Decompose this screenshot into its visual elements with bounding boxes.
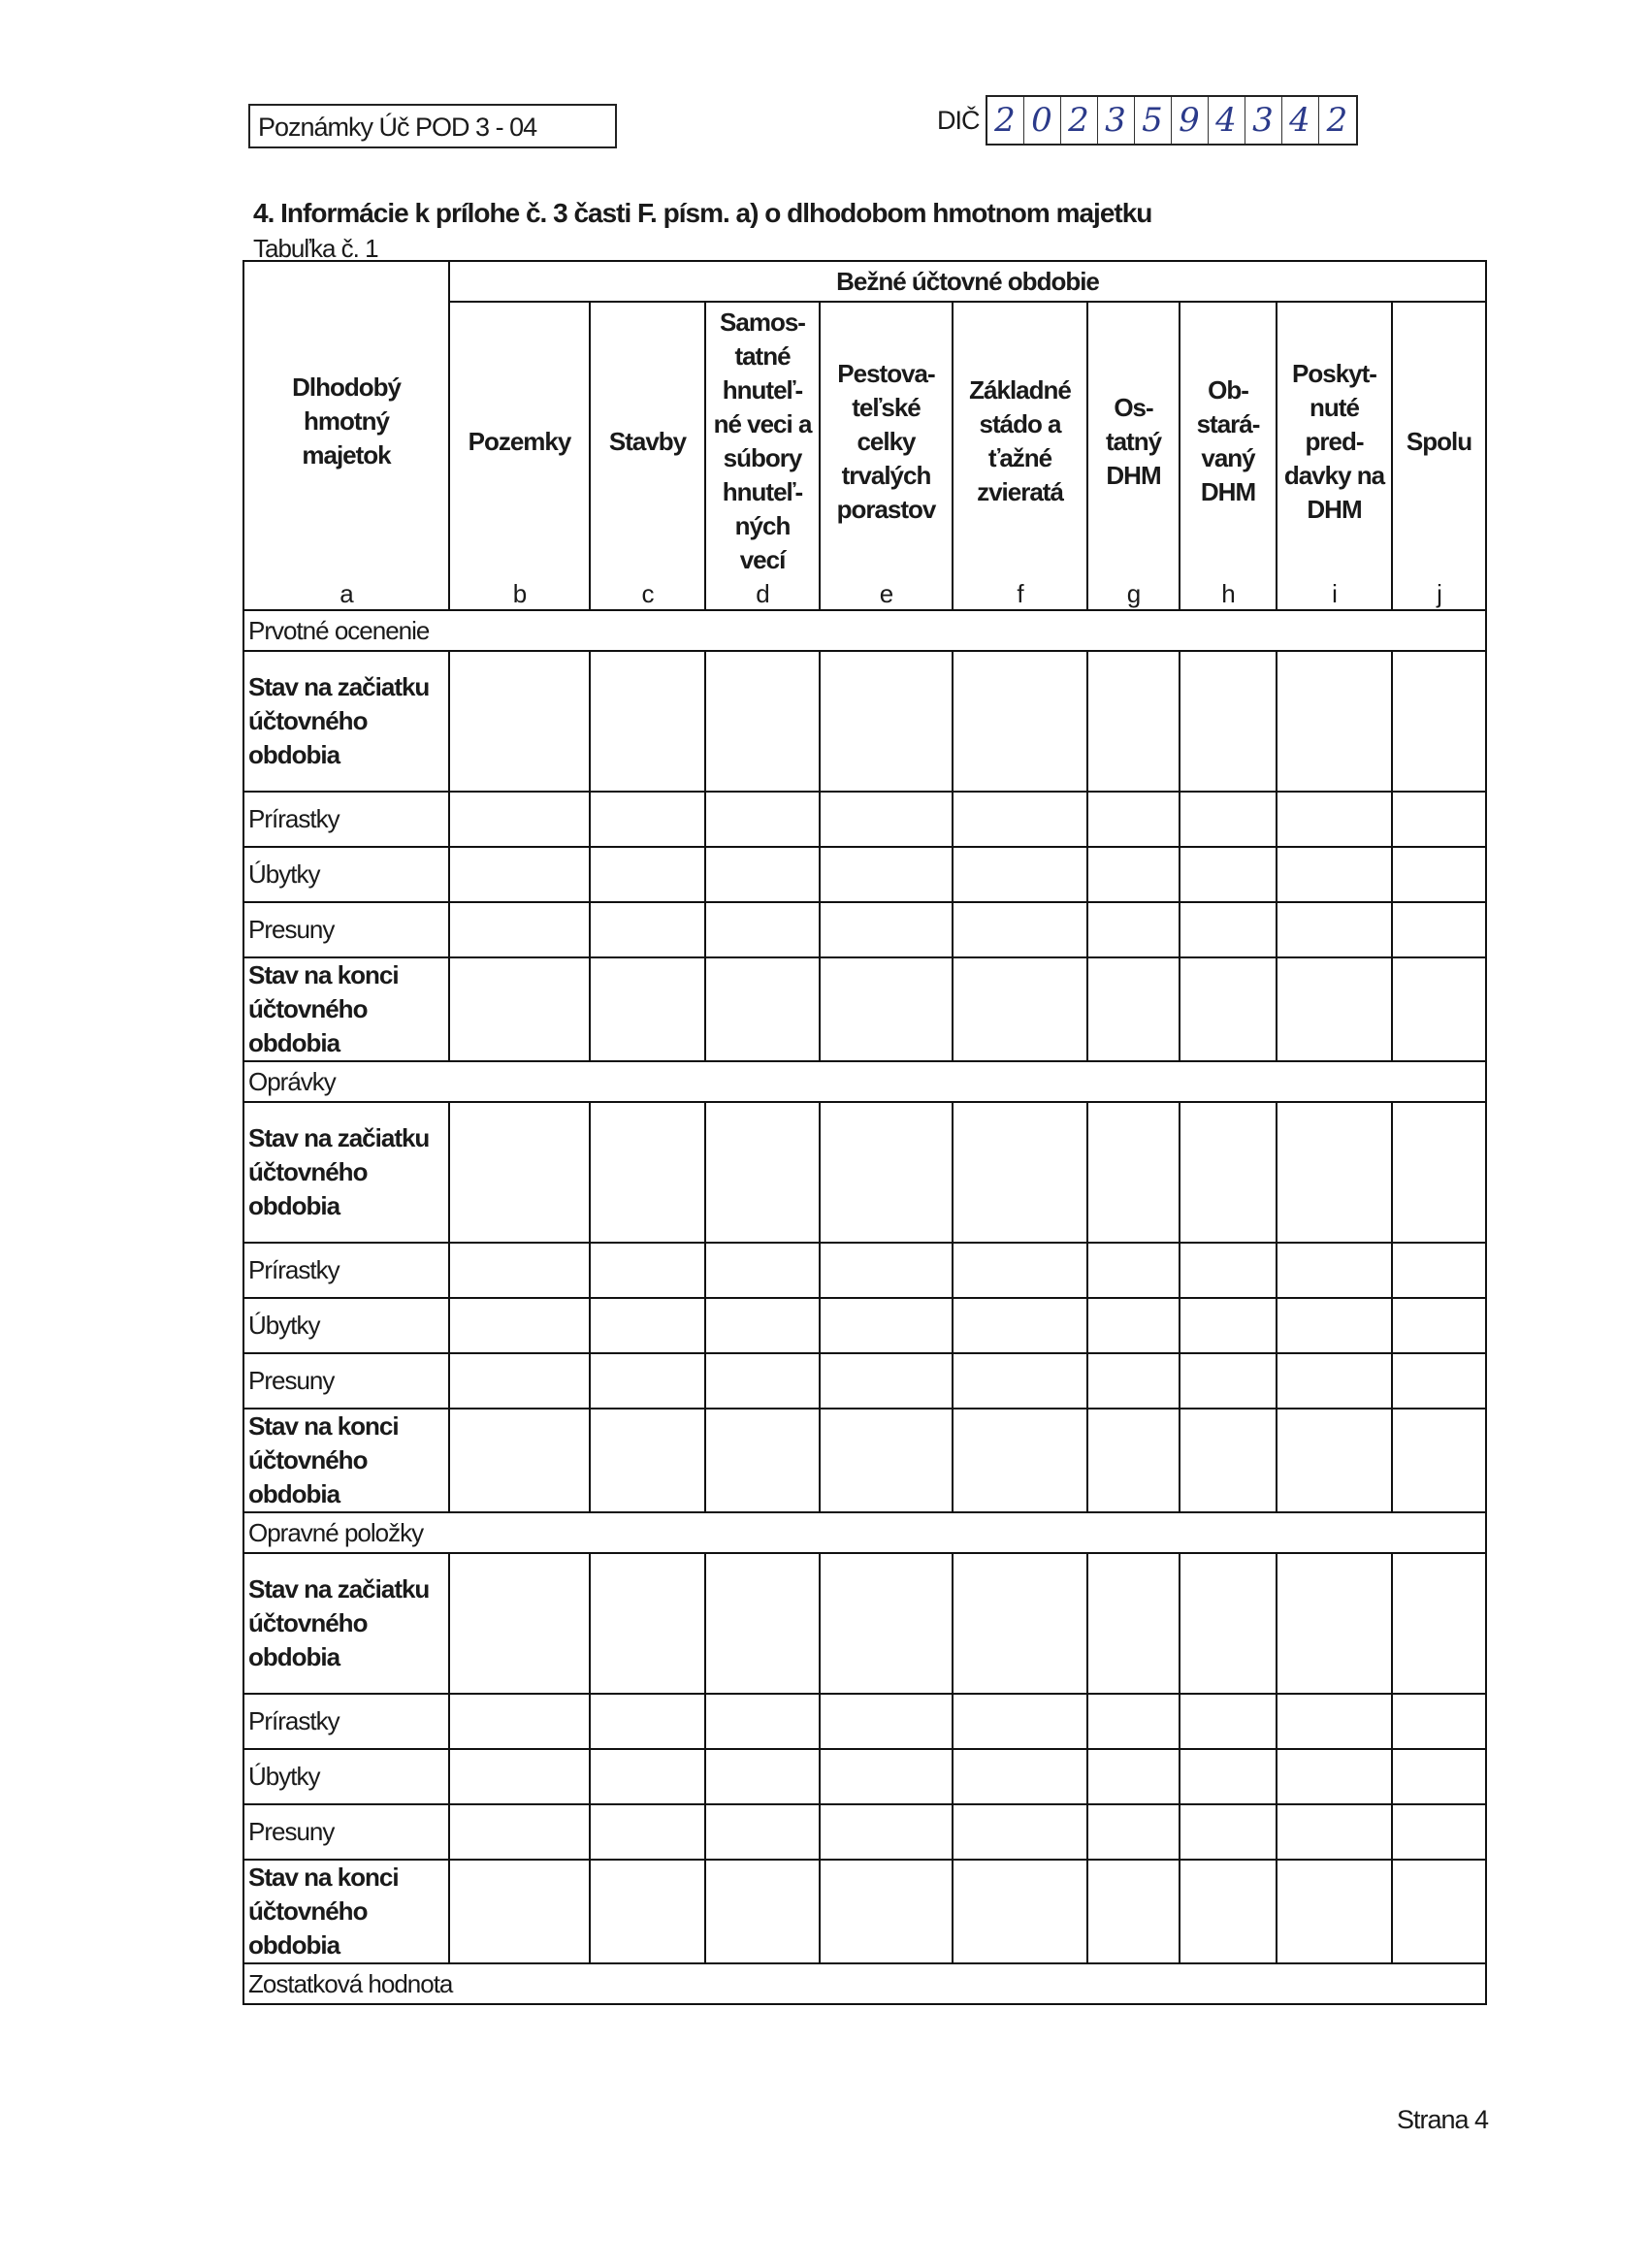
value-cell-f[interactable] — [953, 651, 1087, 792]
value-cell-c[interactable] — [590, 1102, 705, 1243]
table-label: Tabuľka č. 1 — [253, 234, 378, 263]
value-cell-c[interactable] — [590, 1409, 705, 1512]
value-cell-j[interactable] — [1392, 1804, 1486, 1860]
value-cell-b[interactable] — [449, 1860, 590, 1963]
value-cell-c[interactable] — [590, 902, 705, 957]
value-cell-j[interactable] — [1392, 792, 1486, 847]
column-header-d — [705, 302, 820, 610]
value-cell-c[interactable] — [590, 1860, 705, 1963]
document-code-box: Poznámky Úč POD 3 - 04 — [248, 104, 617, 148]
value-cell-e[interactable] — [820, 1243, 953, 1298]
value-cell-f[interactable] — [953, 1553, 1087, 1694]
value-cell-h[interactable] — [1180, 1749, 1277, 1804]
column-label: Dlhodobý hmotný majetok — [292, 372, 401, 470]
column-label: Poskyt-nuté pred-davky na DHM — [1283, 358, 1385, 524]
value-cell-f[interactable] — [953, 1243, 1087, 1298]
value-cell-d[interactable] — [705, 957, 820, 1061]
value-cell-i[interactable] — [1277, 792, 1392, 847]
value-cell-j[interactable] — [1392, 1102, 1486, 1243]
table-row — [243, 902, 1486, 957]
row-label: Stav na začiatku účtovného obdobia — [243, 1102, 449, 1243]
column-label: Samos-tatné hnuteľ-né veci a súbory hnuteľ-ných vecí — [713, 308, 812, 574]
table-row — [243, 1409, 1486, 1512]
value-cell-d[interactable] — [705, 1243, 820, 1298]
value-cell-b[interactable] — [449, 902, 590, 957]
row-label: Prírastky — [243, 792, 449, 847]
column-label: Základné stádo a ťažné zvieratá — [969, 375, 1071, 506]
column-label: Ob-stará-vaný DHM — [1196, 375, 1260, 506]
column-letter: b — [512, 579, 527, 608]
value-cell-d[interactable] — [705, 847, 820, 902]
dic-digit[interactable]: 0 — [1024, 97, 1061, 144]
value-cell-b[interactable] — [449, 1694, 590, 1749]
column-header-a — [243, 261, 449, 610]
value-cell-h[interactable] — [1180, 1298, 1277, 1353]
value-cell-d[interactable] — [705, 1553, 820, 1694]
column-header-b — [449, 302, 590, 610]
value-cell-j[interactable] — [1392, 651, 1486, 792]
column-letter: c — [641, 579, 654, 608]
value-cell-f[interactable] — [953, 1860, 1087, 1963]
dic-digit[interactable]: 5 — [1135, 97, 1172, 144]
dic-digit[interactable]: 2 — [1326, 101, 1348, 140]
value-cell-h[interactable] — [1180, 1804, 1277, 1860]
section-header: Oprávky — [243, 1061, 1486, 1102]
value-cell-c[interactable] — [590, 792, 705, 847]
value-cell-b[interactable] — [449, 1804, 590, 1860]
column-header-e — [820, 302, 953, 610]
dic-digit[interactable]: 9 — [1172, 97, 1209, 144]
value-cell-g[interactable] — [1087, 847, 1180, 902]
value-cell-d[interactable] — [705, 1353, 820, 1409]
column-label: Stavby — [608, 426, 687, 456]
value-cell-g[interactable] — [1087, 1553, 1180, 1694]
value-cell-f[interactable] — [953, 847, 1087, 902]
dic-digit[interactable]: 3 — [1098, 97, 1135, 144]
dic-label: DIČ — [937, 105, 980, 135]
value-cell-j[interactable] — [1392, 1749, 1486, 1804]
value-cell-h[interactable] — [1180, 1102, 1277, 1243]
value-cell-i[interactable] — [1277, 1749, 1392, 1804]
table-row — [243, 1553, 1486, 1694]
dic-digit[interactable]: 2 — [987, 97, 1024, 144]
column-label: Pestova-teľské celky trvalých porastov — [836, 358, 936, 524]
table-row — [243, 1102, 1486, 1243]
value-cell-j[interactable] — [1392, 1298, 1486, 1353]
column-letter: h — [1221, 579, 1235, 608]
dic-digit[interactable]: 2 — [1061, 97, 1098, 144]
column-header-c — [590, 302, 705, 610]
value-cell-b[interactable] — [449, 1353, 590, 1409]
table-row — [243, 792, 1486, 847]
value-cell-j[interactable] — [1392, 847, 1486, 902]
value-cell-g[interactable] — [1087, 1353, 1180, 1409]
value-cell-e[interactable] — [820, 1804, 953, 1860]
value-cell-j[interactable] — [1392, 1694, 1486, 1749]
row-label: Stav na začiatku účtovného obdobia — [243, 651, 449, 792]
value-cell-f[interactable] — [953, 1749, 1087, 1804]
value-cell-h[interactable] — [1180, 792, 1277, 847]
value-cell-g[interactable] — [1087, 1804, 1180, 1860]
page-number: Strana 4 — [1397, 2105, 1489, 2134]
value-cell-f[interactable] — [953, 1298, 1087, 1353]
value-cell-h[interactable] — [1180, 1694, 1277, 1749]
value-cell-b[interactable] — [449, 1409, 590, 1512]
table-row — [243, 957, 1486, 1061]
fixed-assets-table — [242, 260, 1487, 2005]
value-cell-h[interactable] — [1180, 651, 1277, 792]
value-cell-f[interactable] — [953, 1804, 1087, 1860]
value-cell-f[interactable] — [953, 957, 1087, 1061]
value-cell-d[interactable] — [705, 1409, 820, 1512]
value-cell-c[interactable] — [590, 1804, 705, 1860]
row-label: Úbytky — [243, 1749, 449, 1804]
column-letter: i — [1332, 579, 1337, 608]
value-cell-i[interactable] — [1277, 1409, 1392, 1512]
value-cell-d[interactable] — [705, 1694, 820, 1749]
value-cell-b[interactable] — [449, 1243, 590, 1298]
value-cell-g[interactable] — [1087, 1860, 1180, 1963]
value-cell-e[interactable] — [820, 847, 953, 902]
value-cell-d[interactable] — [705, 1749, 820, 1804]
value-cell-j[interactable] — [1392, 1860, 1486, 1963]
group-header: Bežné účtovné obdobie — [449, 261, 1486, 302]
value-cell-i[interactable] — [1277, 902, 1392, 957]
value-cell-i[interactable] — [1277, 1243, 1392, 1298]
value-cell-d[interactable] — [705, 1298, 820, 1353]
value-cell-d[interactable] — [705, 1804, 820, 1860]
value-cell-i[interactable] — [1277, 1860, 1392, 1963]
value-cell-b[interactable] — [449, 1102, 590, 1243]
value-cell-b[interactable] — [449, 1298, 590, 1353]
dic-digit[interactable]: 4 — [1282, 97, 1319, 144]
value-cell-g[interactable] — [1087, 1102, 1180, 1243]
value-cell-i[interactable] — [1277, 957, 1392, 1061]
value-cell-i[interactable] — [1277, 1553, 1392, 1694]
value-cell-c[interactable] — [590, 651, 705, 792]
row-label: Stav na konci účtovného obdobia — [243, 1409, 449, 1512]
row-label: Presuny — [243, 902, 449, 957]
value-cell-h[interactable] — [1180, 902, 1277, 957]
value-cell-j[interactable] — [1392, 1553, 1486, 1694]
section-header: Opravné položky — [243, 1512, 1486, 1553]
value-cell-b[interactable] — [449, 1553, 590, 1694]
value-cell-j[interactable] — [1392, 1243, 1486, 1298]
row-label: Stav na začiatku účtovného obdobia — [243, 1553, 449, 1694]
value-cell-d[interactable] — [705, 792, 820, 847]
value-cell-j[interactable] — [1392, 957, 1486, 1061]
value-cell-g[interactable] — [1087, 1243, 1180, 1298]
value-cell-f[interactable] — [953, 1353, 1087, 1409]
column-label: Os-tatný DHM — [1105, 392, 1162, 490]
column-letter: d — [756, 579, 769, 608]
value-cell-f[interactable] — [953, 1694, 1087, 1749]
column-label: Pozemky — [468, 426, 571, 456]
value-cell-i[interactable] — [1277, 1353, 1392, 1409]
value-cell-e[interactable] — [820, 1298, 953, 1353]
section-header: Zostatková hodnota — [243, 1963, 1486, 2004]
value-cell-i[interactable] — [1277, 1694, 1392, 1749]
value-cell-e[interactable] — [820, 957, 953, 1061]
value-cell-c[interactable] — [590, 1553, 705, 1694]
dic-digit[interactable]: 3 — [1245, 97, 1282, 144]
value-cell-c[interactable] — [590, 957, 705, 1061]
value-cell-d[interactable] — [705, 902, 820, 957]
value-cell-e[interactable] — [820, 1860, 953, 1963]
value-cell-b[interactable] — [449, 651, 590, 792]
dic-digit-boxes — [986, 95, 1358, 146]
column-letter: f — [1017, 579, 1023, 608]
value-cell-c[interactable] — [590, 847, 705, 902]
row-label: Prírastky — [243, 1243, 449, 1298]
row-label: Presuny — [243, 1804, 449, 1860]
value-cell-e[interactable] — [820, 1694, 953, 1749]
column-letter: g — [1126, 579, 1141, 608]
value-cell-g[interactable] — [1087, 902, 1180, 957]
dic-digit[interactable]: 4 — [1209, 97, 1245, 144]
value-cell-b[interactable] — [449, 1749, 590, 1804]
column-header-j — [1392, 302, 1486, 610]
value-cell-g[interactable] — [1087, 651, 1180, 792]
column-header-h — [1180, 302, 1277, 610]
column-header-i — [1277, 302, 1392, 610]
value-cell-i[interactable] — [1277, 1804, 1392, 1860]
value-cell-e[interactable] — [820, 1409, 953, 1512]
table-row — [243, 1298, 1486, 1353]
value-cell-c[interactable] — [590, 1243, 705, 1298]
value-cell-g[interactable] — [1087, 792, 1180, 847]
value-cell-e[interactable] — [820, 1353, 953, 1409]
row-label: Úbytky — [243, 847, 449, 902]
table-row — [243, 1860, 1486, 1963]
column-header-g — [1087, 302, 1180, 610]
value-cell-j[interactable] — [1392, 1409, 1486, 1512]
row-label: Presuny — [243, 1353, 449, 1409]
value-cell-b[interactable] — [449, 957, 590, 1061]
table-row — [243, 1749, 1486, 1804]
value-cell-e[interactable] — [820, 1553, 953, 1694]
value-cell-g[interactable] — [1087, 1694, 1180, 1749]
row-label: Úbytky — [243, 1298, 449, 1353]
table-row — [243, 1243, 1486, 1298]
value-cell-e[interactable] — [820, 1102, 953, 1243]
value-cell-e[interactable] — [820, 902, 953, 957]
value-cell-f[interactable] — [953, 792, 1087, 847]
value-cell-b[interactable] — [449, 847, 590, 902]
table-row — [243, 847, 1486, 902]
value-cell-h[interactable] — [1180, 1409, 1277, 1512]
value-cell-h[interactable] — [1180, 1353, 1277, 1409]
value-cell-h[interactable] — [1180, 847, 1277, 902]
table-row — [243, 1353, 1486, 1409]
value-cell-h[interactable] — [1180, 957, 1277, 1061]
row-label: Stav na konci účtovného obdobia — [243, 1860, 449, 1963]
column-letter: a — [340, 579, 353, 608]
value-cell-g[interactable] — [1087, 1298, 1180, 1353]
value-cell-f[interactable] — [953, 1409, 1087, 1512]
value-cell-g[interactable] — [1087, 1749, 1180, 1804]
value-cell-h[interactable] — [1180, 1243, 1277, 1298]
value-cell-h[interactable] — [1180, 1860, 1277, 1963]
value-cell-d[interactable] — [705, 1102, 820, 1243]
value-cell-h[interactable] — [1180, 1553, 1277, 1694]
row-label: Prírastky — [243, 1694, 449, 1749]
column-letter: e — [879, 579, 893, 608]
column-letter: j — [1437, 579, 1441, 608]
value-cell-d[interactable] — [705, 1860, 820, 1963]
value-cell-e[interactable] — [820, 651, 953, 792]
value-cell-g[interactable] — [1087, 1409, 1180, 1512]
value-cell-c[interactable] — [590, 1353, 705, 1409]
column-label: Spolu — [1406, 426, 1472, 456]
dic-field — [937, 94, 1358, 146]
row-label: Stav na konci účtovného obdobia — [243, 957, 449, 1061]
table-row — [243, 651, 1486, 792]
value-cell-i[interactable] — [1277, 1102, 1392, 1243]
column-header-f — [953, 302, 1087, 610]
value-cell-d[interactable] — [705, 651, 820, 792]
value-cell-j[interactable] — [1392, 1353, 1486, 1409]
value-cell-g[interactable] — [1087, 957, 1180, 1061]
value-cell-e[interactable] — [820, 1749, 953, 1804]
table-row — [243, 1694, 1486, 1749]
value-cell-c[interactable] — [590, 1298, 705, 1353]
section-header: Prvotné ocenenie — [243, 610, 1486, 651]
value-cell-f[interactable] — [953, 1102, 1087, 1243]
value-cell-e[interactable] — [820, 792, 953, 847]
value-cell-i[interactable] — [1277, 847, 1392, 902]
value-cell-j[interactable] — [1392, 902, 1486, 957]
value-cell-i[interactable] — [1277, 651, 1392, 792]
value-cell-c[interactable] — [590, 1694, 705, 1749]
value-cell-b[interactable] — [449, 792, 590, 847]
section-title: 4. Informácie k prílohe č. 3 časti F. písm. a) o dlhodobom hmotnom majetku — [253, 198, 1152, 228]
value-cell-c[interactable] — [590, 1749, 705, 1804]
table-row — [243, 1804, 1486, 1860]
value-cell-f[interactable] — [953, 902, 1087, 957]
value-cell-i[interactable] — [1277, 1298, 1392, 1353]
